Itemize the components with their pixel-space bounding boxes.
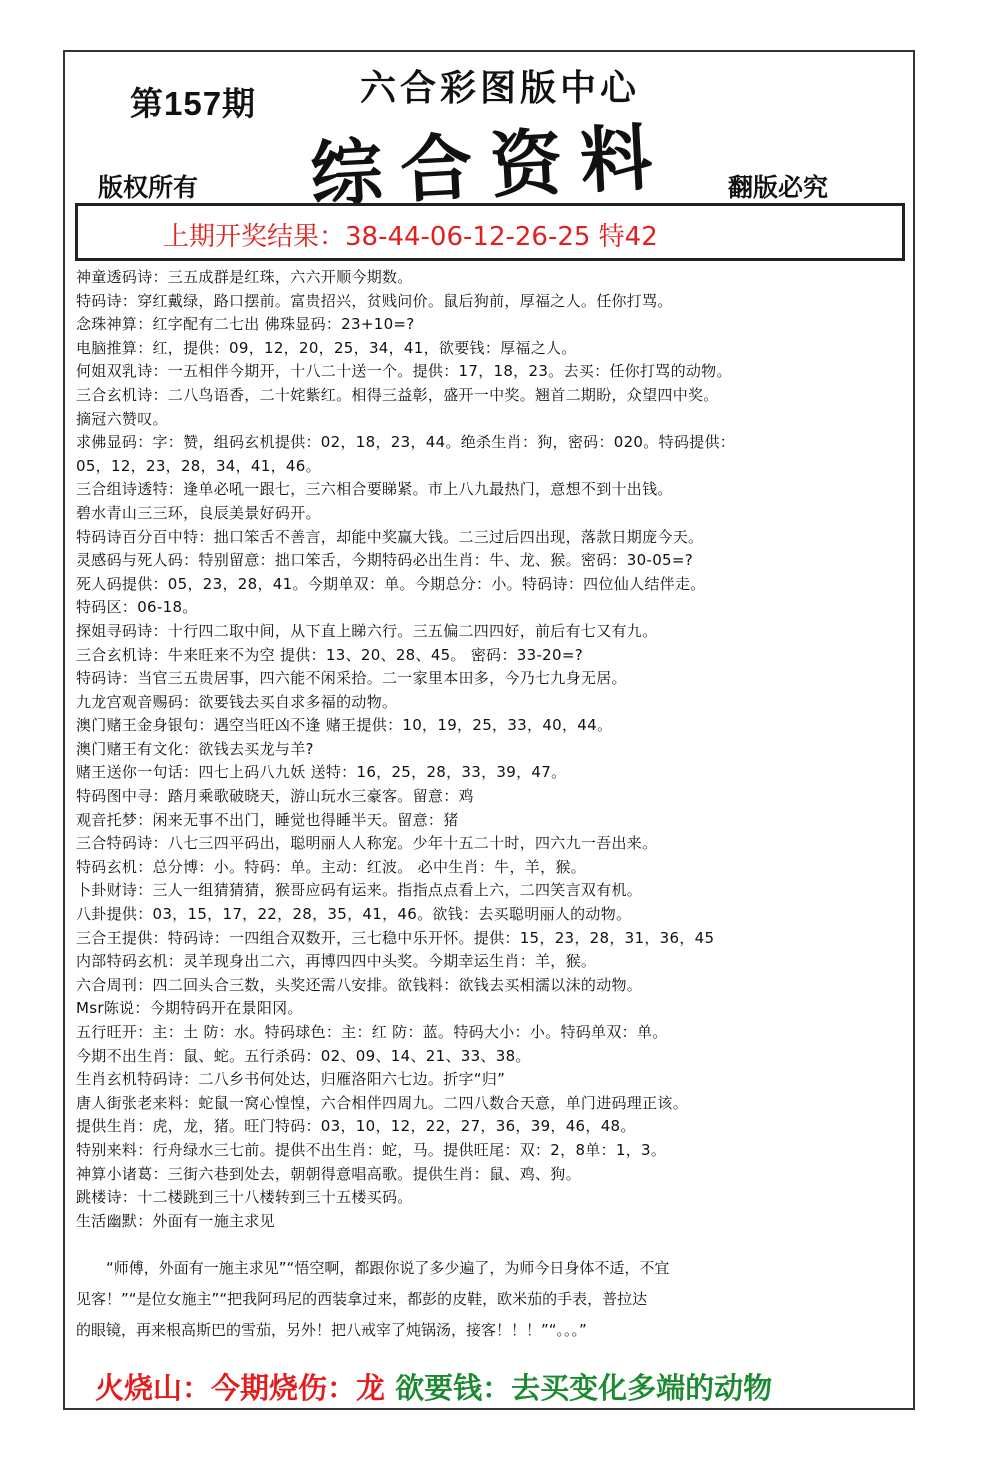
tip-line: 六合周刊：四二回头合三数，头奖还需八安排。欲钱料：欲钱去买相濡以沫的动物。 — [76, 975, 643, 994]
tip-line: 何姐双乳诗：一五相伴今期开，十八二十送一个。提供：17，18，23。去买：任你打骂的动物。 — [76, 362, 732, 381]
tip-line: 提供生肖：虎，龙，猪。旺门特码：03，10，12，22，27，36，39，46，48。 — [76, 1117, 636, 1136]
tip-line: 澳门赌王金身银句：遇空当旺凶不逢 赌王提供：10，19，25，33，40，44。 — [76, 716, 613, 735]
tip-line: 生活幽默：外面有一施主求见 — [76, 1211, 275, 1230]
tip-line: 三合玄机诗：二八鸟语香，二十姹紫红。相得三益彰，盛开一中奖。翘首二期盼，众望四中奖。 — [76, 385, 719, 404]
tip-line: 九龙宫观音赐码：欲要钱去买自求多福的动物。 — [76, 692, 398, 711]
tip-line: 特别来料：行舟绿水三七前。提供不出生肖：蛇，马。提供旺尾：双：2，8单：1，3。 — [76, 1140, 667, 1159]
tip-line: 内部特码玄机：灵羊现身出二六，再博四四中头奖。今期幸运生肖：羊，猴。 — [76, 952, 597, 971]
footer-burn-text: 火烧山：今期烧伤：龙 — [95, 1371, 386, 1405]
tip-line: 三合王提供：特码诗：一四组合双数开，三七稳中乐开怀。提供：15，23，28，31，36，45 — [76, 928, 715, 947]
copyright-left: 版权所有 — [98, 173, 199, 202]
tip-line: 今期不出生肖：鼠、蛇。五行杀码：02、09、14、21、33、38。 — [76, 1046, 531, 1065]
tip-line: 灵感码与死人码：特别留意：拙口笨舌，今期特码必出生肖：牛、龙、猴。密码：30-05=? — [76, 551, 694, 570]
footer-banner — [95, 1366, 772, 1407]
tip-line: 卜卦财诗：三人一组猜猜猜，猴哥应码有运来。指指点点看上六，二四笑言双有机。 — [76, 881, 643, 900]
tip-line: 特码诗：穿红戴绿，路口摆前。富贵招兴，贫贱问价。鼠后狗前，厚福之人。任你打骂。 — [76, 291, 673, 310]
tip-line: 特码图中寻：踏月乘歌破晓天，游山玩水三豪客。留意：鸡 — [76, 787, 474, 806]
tip-line: 三合特码诗：八七三四平码出，聪明丽人人称宠。少年十五二十时，四六九一吾出来。 — [76, 834, 658, 853]
tip-line: 三合玄机诗：牛来旺来不为空 提供：13、20、28、45。 密码：33-20=? — [76, 645, 584, 664]
tip-line: 探姐寻码诗：十行四二取中间，从下直上睇六行。三五偏二四四好，前后有七又有九。 — [76, 621, 658, 640]
tip-line: 澳门赌王有文化：欲钱去买龙与羊? — [76, 739, 314, 758]
tip-line: 观音托梦：闲来无事不出门，睡觉也得睡半天。留意：猪 — [76, 810, 459, 829]
tip-line: 电脑推算：红，提供：09，12，20，25，34，41，欲要钱：厚福之人。 — [76, 338, 577, 357]
tip-line: 生肖玄机特码诗：二八乡书何处达，归雁洛阳六七边。折字“归” — [76, 1070, 506, 1089]
result-text: 上期开奖结果：38-44-06-12-26-25 特42 — [163, 222, 658, 252]
tip-line: 特码诗：当官三五贵居事，四六能不闲采拾。二一家里本田多，今乃七九身无居。 — [76, 669, 627, 688]
tip-line: 跳楼诗：十二楼跳到三十八楼转到三十五楼买码。 — [76, 1188, 413, 1207]
tip-line: 神算小诸葛：三街六巷到处去，朝朝得意唱高歌。提供生肖：鼠、鸡、狗。 — [76, 1164, 581, 1183]
footer-advice-text: 欲要钱：去买变化多端的动物 — [385, 1371, 773, 1405]
tip-line: 神童透码诗：三五成群是红珠，六六开顺今期数。 — [76, 268, 413, 286]
story-line: “师傅，外面有一施主求见”“悟空啊，都跟你说了多少遍了，为师今日身体不适，不宜 — [76, 1259, 670, 1277]
tip-line: 五行旺开：主：土 防：水。特码球色：主：红 防：蓝。特码大小：小。特码单双：单。 — [76, 1023, 668, 1041]
tip-line: 赌王送你一句话：四七上码八九妖 送特：16，25，28，33，39，47。 — [76, 763, 567, 782]
tip-line: 特码区：06-18。 — [76, 598, 198, 617]
tip-line: 摘冠六赞叹。 — [76, 409, 168, 428]
tip-line: 求佛显码：字：赞，组码玄机提供：02，18，23，44。绝杀生肖：狗，密码：020。特码提供： — [76, 433, 736, 452]
result-box — [75, 203, 905, 261]
tip-line: 死人码提供：05，23，28，41。今期单双：单。今期总分：小。特码诗：四位仙人结伴走。 — [76, 574, 706, 593]
humor-story — [76, 1253, 906, 1346]
main-title: 综合资料 — [308, 113, 673, 218]
tip-line: 05，12，23，28，34，41，46。 — [76, 456, 321, 475]
tip-line: 唐人街张老来料：蛇鼠一窝心惶惶，六合相伴四周九。二四八数合天意，单门进码理正该。 — [76, 1093, 689, 1112]
tips-list — [76, 266, 906, 1233]
tip-line: 三合组诗透特：逢单必吼一跟七，三六相合要睇紧。市上八九最热门，意想不到十出钱。 — [76, 480, 673, 499]
tip-line: 特码诗百分百中特：拙口笨舌不善言，却能中奖赢大钱。二三过后四出现，落款日期庞今天。 — [76, 527, 704, 546]
center-title: 六合彩图版中心 — [360, 68, 641, 109]
tip-line: Msr陈说：今期特码开在景阳冈。 — [76, 999, 303, 1018]
story-line: 见客！”“是位女施主”“把我阿玛尼的西装拿过来，都彭的皮鞋，欧米茄的手表，普拉达 — [76, 1290, 648, 1308]
tip-line: 碧水青山三三环，良辰美景好码开。 — [76, 503, 321, 522]
tip-line: 念珠神算：红字配有二七出 佛珠显码：23+10=? — [76, 315, 415, 334]
issue-number: 第157期 — [130, 85, 257, 122]
tip-line: 八卦提供：03，15，17，22，28，35，41，46。欲钱：去买聪明丽人的动物。 — [76, 905, 632, 924]
copyright-right: 翻版必究 — [728, 173, 829, 202]
story-line: 的眼镜，再来根高斯巴的雪茄，另外！把八戒宰了炖锅汤，接客！！！”“。。。” — [76, 1321, 587, 1339]
tip-line: 特码玄机：总分博：小。特码：单。主动：红波。 必中生肖：牛，羊，猴。 — [76, 857, 586, 876]
